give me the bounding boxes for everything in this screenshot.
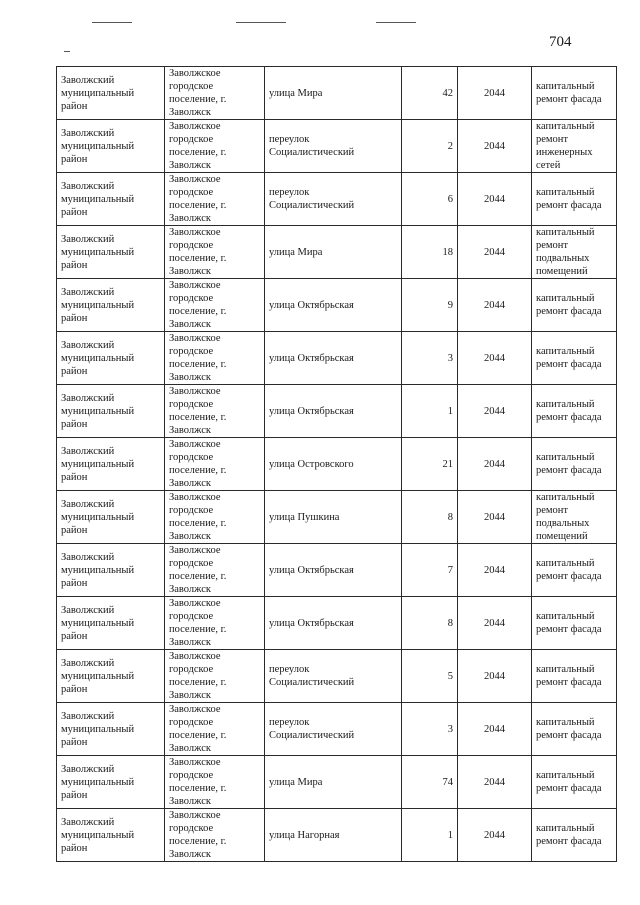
house-number-cell: 6 <box>402 173 458 226</box>
house-number-cell: 1 <box>402 809 458 862</box>
street-cell: улица Мира <box>265 756 402 809</box>
district-cell: Заволжский муниципальный район <box>57 226 165 279</box>
scan-mark <box>64 51 70 52</box>
district-cell: Заволжский муниципальный район <box>57 703 165 756</box>
table-row <box>57 491 617 544</box>
district-cell: Заволжский муниципальный район <box>57 597 165 650</box>
district-cell: Заволжский муниципальный район <box>57 385 165 438</box>
house-number-cell: 8 <box>402 597 458 650</box>
street-cell: улица Октябрьская <box>265 385 402 438</box>
work-type-cell: капитальный ремонт фасада <box>532 438 617 491</box>
district-cell: Заволжский муниципальный район <box>57 120 165 173</box>
year-cell: 2044 <box>458 491 532 544</box>
settlement-cell: Заволжское городское поселение, г. Заволжск <box>165 491 265 544</box>
street-cell: переулок Социалистический <box>265 650 402 703</box>
house-number-cell: 18 <box>402 226 458 279</box>
settlement-cell: Заволжское городское поселение, г. Заволжск <box>165 226 265 279</box>
table-row <box>57 438 617 491</box>
house-number-cell: 9 <box>402 279 458 332</box>
work-type-cell: капитальный ремонт подвальных помещений <box>532 491 617 544</box>
house-number-cell: 1 <box>402 385 458 438</box>
settlement-cell: Заволжское городское поселение, г. Заволжск <box>165 597 265 650</box>
district-cell: Заволжский муниципальный район <box>57 332 165 385</box>
work-type-cell: капитальный ремонт фасада <box>532 756 617 809</box>
work-type-cell: капитальный ремонт фасада <box>532 703 617 756</box>
house-number-cell: 74 <box>402 756 458 809</box>
settlement-cell: Заволжское городское поселение, г. Заволжск <box>165 67 265 120</box>
table-row <box>57 385 617 438</box>
house-number-cell: 21 <box>402 438 458 491</box>
table-row <box>57 120 617 173</box>
settlement-cell: Заволжское городское поселение, г. Заволжск <box>165 438 265 491</box>
district-cell: Заволжский муниципальный район <box>57 279 165 332</box>
street-cell: улица Пушкина <box>265 491 402 544</box>
table-row <box>57 544 617 597</box>
district-cell: Заволжский муниципальный район <box>57 67 165 120</box>
district-cell: Заволжский муниципальный район <box>57 438 165 491</box>
work-type-cell: капитальный ремонт фасада <box>532 385 617 438</box>
work-type-cell: капитальный ремонт фасада <box>532 809 617 862</box>
street-cell: улица Октябрьская <box>265 597 402 650</box>
work-type-cell: капитальный ремонт фасада <box>532 67 617 120</box>
year-cell: 2044 <box>458 650 532 703</box>
settlement-cell: Заволжское городское поселение, г. Заволжск <box>165 173 265 226</box>
table-row <box>57 597 617 650</box>
table-row <box>57 226 617 279</box>
table-row <box>57 332 617 385</box>
settlement-cell: Заволжское городское поселение, г. Заволжск <box>165 809 265 862</box>
year-cell: 2044 <box>458 703 532 756</box>
year-cell: 2044 <box>458 385 532 438</box>
district-cell: Заволжский муниципальный район <box>57 544 165 597</box>
work-type-cell: капитальный ремонт фасада <box>532 173 617 226</box>
settlement-cell: Заволжское городское поселение, г. Заволжск <box>165 385 265 438</box>
street-cell: улица Октябрьская <box>265 332 402 385</box>
street-cell: улица Мира <box>265 226 402 279</box>
street-cell: улица Островского <box>265 438 402 491</box>
settlement-cell: Заволжское городское поселение, г. Заволжск <box>165 332 265 385</box>
district-cell: Заволжский муниципальный район <box>57 809 165 862</box>
district-cell: Заволжский муниципальный район <box>57 491 165 544</box>
year-cell: 2044 <box>458 597 532 650</box>
house-number-cell: 8 <box>402 491 458 544</box>
settlement-cell: Заволжское городское поселение, г. Заволжск <box>165 544 265 597</box>
work-type-cell: капитальный ремонт подвальных помещений <box>532 226 617 279</box>
year-cell: 2044 <box>458 756 532 809</box>
year-cell: 2044 <box>458 332 532 385</box>
district-cell: Заволжский муниципальный район <box>57 650 165 703</box>
year-cell: 2044 <box>458 544 532 597</box>
house-number-cell: 3 <box>402 332 458 385</box>
scan-mark <box>236 22 286 23</box>
table-row <box>57 67 617 120</box>
house-number-cell: 3 <box>402 703 458 756</box>
table-row <box>57 809 617 862</box>
house-number-cell: 7 <box>402 544 458 597</box>
street-cell: улица Октябрьская <box>265 544 402 597</box>
district-cell: Заволжский муниципальный район <box>57 756 165 809</box>
street-cell: улица Октябрьская <box>265 279 402 332</box>
house-number-cell: 2 <box>402 120 458 173</box>
street-cell: переулок Социалистический <box>265 703 402 756</box>
house-number-cell: 5 <box>402 650 458 703</box>
year-cell: 2044 <box>458 809 532 862</box>
table-row <box>57 703 617 756</box>
year-cell: 2044 <box>458 173 532 226</box>
work-type-cell: капитальный ремонт фасада <box>532 332 617 385</box>
year-cell: 2044 <box>458 279 532 332</box>
street-cell: улица Мира <box>265 67 402 120</box>
table-row <box>57 279 617 332</box>
work-type-cell: капитальный ремонт инженерных сетей <box>532 120 617 173</box>
scan-mark <box>376 22 416 23</box>
settlement-cell: Заволжское городское поселение, г. Заволжск <box>165 650 265 703</box>
work-type-cell: капитальный ремонт фасада <box>532 597 617 650</box>
settlement-cell: Заволжское городское поселение, г. Заволжск <box>165 703 265 756</box>
page-number: 704 <box>549 34 572 50</box>
year-cell: 2044 <box>458 67 532 120</box>
scan-mark <box>92 22 132 23</box>
settlement-cell: Заволжское городское поселение, г. Заволжск <box>165 120 265 173</box>
year-cell: 2044 <box>458 120 532 173</box>
work-type-cell: капитальный ремонт фасада <box>532 279 617 332</box>
street-cell: улица Нагорная <box>265 809 402 862</box>
street-cell: переулок Социалистический <box>265 173 402 226</box>
district-cell: Заволжский муниципальный район <box>57 173 165 226</box>
street-cell: переулок Социалистический <box>265 120 402 173</box>
year-cell: 2044 <box>458 226 532 279</box>
register-table <box>56 66 617 862</box>
table-row <box>57 756 617 809</box>
work-type-cell: капитальный ремонт фасада <box>532 544 617 597</box>
settlement-cell: Заволжское городское поселение, г. Заволжск <box>165 756 265 809</box>
house-number-cell: 42 <box>402 67 458 120</box>
year-cell: 2044 <box>458 438 532 491</box>
settlement-cell: Заволжское городское поселение, г. Заволжск <box>165 279 265 332</box>
table-row <box>57 173 617 226</box>
table-row <box>57 650 617 703</box>
work-type-cell: капитальный ремонт фасада <box>532 650 617 703</box>
